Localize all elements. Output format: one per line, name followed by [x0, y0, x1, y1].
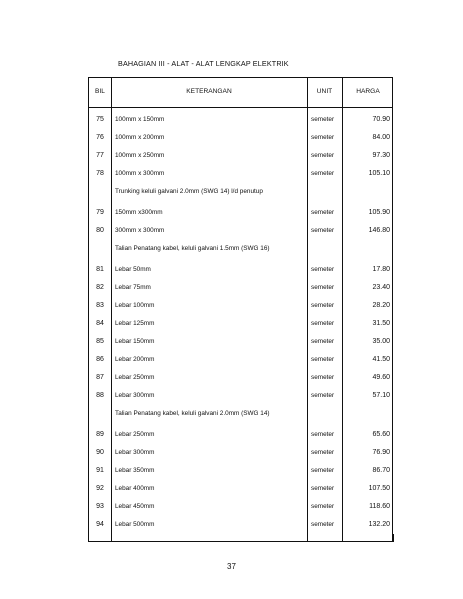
row-keterangan: 100mm x 200mm — [115, 134, 165, 141]
table-row — [89, 387, 392, 405]
row-keterangan: Lebar 400mm — [115, 485, 155, 492]
row-keterangan: Lebar 50mm — [115, 266, 151, 273]
row-unit: semeter — [311, 467, 335, 474]
row-keterangan: Lebar 300mm — [115, 449, 155, 456]
row-unit: semeter — [311, 284, 335, 291]
page-number: 37 — [227, 562, 236, 571]
subheading: Talian Penatang kabel, keluli galvani 2.0mm (SWG 14) — [115, 410, 270, 417]
row-keterangan: Lebar 75mm — [115, 284, 151, 291]
row-keterangan: Lebar 250mm — [115, 431, 155, 438]
row-harga: 105.90 — [368, 209, 390, 216]
table-row — [89, 333, 392, 351]
row-unit: semeter — [311, 209, 335, 216]
row-harga: 41.50 — [372, 356, 390, 363]
row-unit: semeter — [311, 503, 335, 510]
row-keterangan: 100mm x 150mm — [115, 116, 165, 123]
row-harga: 105.10 — [368, 170, 390, 177]
table-row — [89, 369, 392, 387]
row-unit: semeter — [311, 521, 335, 528]
row-keterangan: Lebar 450mm — [115, 503, 155, 510]
row-unit: semeter — [311, 374, 335, 381]
row-harga: 132.20 — [368, 521, 390, 528]
row-bil: 80 — [96, 227, 104, 234]
row-keterangan: Lebar 150mm — [115, 338, 155, 345]
row-harga: 31.50 — [372, 320, 390, 327]
row-unit: semeter — [311, 431, 335, 438]
row-keterangan: Lebar 350mm — [115, 467, 155, 474]
row-bil: 93 — [96, 503, 104, 510]
row-keterangan: 300mm x 300mm — [115, 227, 165, 234]
table-row — [89, 480, 392, 498]
row-harga: 35.00 — [372, 338, 390, 345]
row-unit: semeter — [311, 338, 335, 345]
table-row — [89, 516, 392, 534]
table-row — [89, 204, 392, 222]
header-harga: HARGA — [356, 88, 380, 95]
row-harga: 28.20 — [372, 302, 390, 309]
row-bil: 83 — [96, 302, 104, 309]
row-harga: 23.40 — [372, 284, 390, 291]
row-harga: 49.60 — [372, 374, 390, 381]
row-bil: 84 — [96, 320, 104, 327]
row-unit: semeter — [311, 356, 335, 363]
row-harga: 70.90 — [372, 116, 390, 123]
row-unit: semeter — [311, 320, 335, 327]
row-keterangan: Lebar 125mm — [115, 320, 155, 327]
row-unit: semeter — [311, 152, 335, 159]
table-row — [89, 129, 392, 147]
row-unit: semeter — [311, 392, 335, 399]
table-row — [89, 462, 392, 480]
table-row — [89, 426, 392, 444]
row-bil: 90 — [96, 449, 104, 456]
row-bil: 76 — [96, 134, 104, 141]
row-unit: semeter — [311, 116, 335, 123]
row-bil: 78 — [96, 170, 104, 177]
row-keterangan: Lebar 200mm — [115, 356, 155, 363]
row-unit: semeter — [311, 266, 335, 273]
row-bil: 85 — [96, 338, 104, 345]
row-keterangan: Lebar 500mm — [115, 521, 155, 528]
row-unit: semeter — [311, 170, 335, 177]
table-row — [89, 222, 392, 240]
section-title: BAHAGIAN III - ALAT - ALAT LENGKAP ELEKTRIK — [118, 59, 289, 68]
row-unit: semeter — [311, 485, 335, 492]
row-bil: 82 — [96, 284, 104, 291]
row-keterangan: 100mm x 250mm — [115, 152, 165, 159]
row-unit: semeter — [311, 449, 335, 456]
subheading: Talian Penatang kabel, keluli galvani 1.5mm (SWG 16) — [115, 245, 270, 252]
row-bil: 75 — [96, 116, 104, 123]
row-harga: 146.80 — [368, 227, 390, 234]
row-bil: 79 — [96, 209, 104, 216]
row-bil: 88 — [96, 392, 104, 399]
header-unit: UNIT — [316, 88, 333, 95]
row-harga: 65.60 — [372, 431, 390, 438]
row-unit: semeter — [311, 134, 335, 141]
row-harga: 76.90 — [372, 449, 390, 456]
header-bil: BIL — [95, 88, 105, 95]
row-harga: 86.70 — [372, 467, 390, 474]
row-unit: semeter — [311, 302, 335, 309]
row-bil: 92 — [96, 485, 104, 492]
table-header — [89, 78, 392, 108]
row-keterangan: Lebar 250mm — [115, 374, 155, 381]
row-bil: 91 — [96, 467, 104, 474]
table-row — [89, 111, 392, 129]
price-table — [88, 77, 393, 542]
row-harga: 97.30 — [372, 152, 390, 159]
subheading: Trunking keluli galvani 2.0mm (SWG 14) l/d penutup — [115, 188, 263, 195]
table-row — [89, 351, 392, 369]
row-unit: semeter — [311, 227, 335, 234]
table-row — [89, 261, 392, 279]
margin-mark — [392, 534, 394, 542]
row-bil: 77 — [96, 152, 104, 159]
row-bil: 81 — [96, 266, 104, 273]
table-row — [89, 279, 392, 297]
table-row — [89, 498, 392, 516]
table-row — [89, 165, 392, 183]
row-harga: 107.50 — [368, 485, 390, 492]
header-keterangan: KETERANGAN — [186, 88, 232, 95]
row-harga: 118.60 — [369, 503, 390, 510]
row-keterangan: 100mm x 300mm — [115, 170, 165, 177]
table-row — [89, 315, 392, 333]
row-harga: 17.80 — [372, 266, 390, 273]
row-bil: 89 — [96, 431, 104, 438]
row-keterangan: 150mm x300mm — [115, 209, 163, 216]
row-bil: 86 — [96, 356, 104, 363]
row-harga: 84.00 — [372, 134, 390, 141]
table-row — [89, 444, 392, 462]
table-row — [89, 147, 392, 165]
row-keterangan: Lebar 300mm — [115, 392, 155, 399]
row-bil: 94 — [96, 521, 104, 528]
row-harga: 57.10 — [372, 392, 390, 399]
table-row — [89, 297, 392, 315]
row-keterangan: Lebar 100mm — [115, 302, 155, 309]
row-bil: 87 — [96, 374, 104, 381]
